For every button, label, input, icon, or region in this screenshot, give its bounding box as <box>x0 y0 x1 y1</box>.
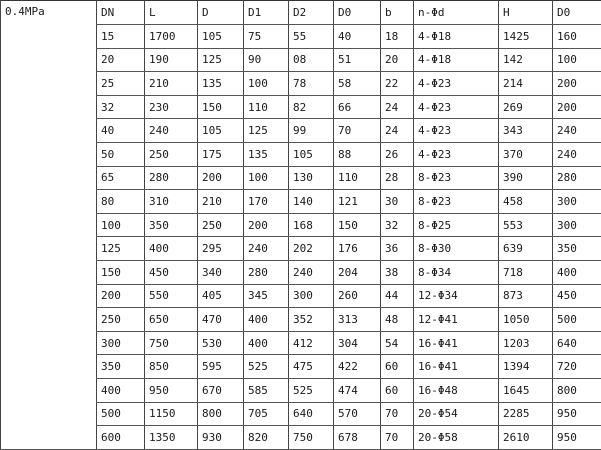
cell-b: 24 <box>381 95 414 119</box>
cell-d1: 110 <box>244 95 289 119</box>
cell-d: 105 <box>198 25 244 49</box>
cell-d2: 240 <box>289 260 334 284</box>
cell-dn: 50 <box>97 142 145 166</box>
header-dn: DN <box>97 1 145 25</box>
cell-d: 405 <box>198 284 244 308</box>
cell-bolt-holes: 8-Φ25 <box>414 213 499 237</box>
cell-d0: 88 <box>334 142 381 166</box>
cell-d2: 55 <box>289 25 334 49</box>
cell-l: 240 <box>145 119 198 143</box>
cell-d: 125 <box>198 48 244 72</box>
header-d: D <box>198 1 244 25</box>
cell-d2: 140 <box>289 190 334 214</box>
cell-d0: 51 <box>334 48 381 72</box>
cell-l: 280 <box>145 166 198 190</box>
cell-d: 200 <box>198 166 244 190</box>
cell-b: 60 <box>381 355 414 379</box>
cell-d2: 352 <box>289 308 334 332</box>
cell-d0-last: 950 <box>553 402 601 426</box>
cell-d1: 170 <box>244 190 289 214</box>
header-d0-last: D0 <box>553 1 601 25</box>
cell-d1: 705 <box>244 402 289 426</box>
cell-h: 370 <box>499 142 553 166</box>
header-l: L <box>145 1 198 25</box>
cell-d0-last: 950 <box>553 426 601 450</box>
header-d0: D0 <box>334 1 381 25</box>
cell-bolt-holes: 4-Φ23 <box>414 95 499 119</box>
cell-d: 150 <box>198 95 244 119</box>
cell-d1: 90 <box>244 48 289 72</box>
cell-d: 530 <box>198 331 244 355</box>
cell-d0: 121 <box>334 190 381 214</box>
cell-d: 340 <box>198 260 244 284</box>
cell-h: 1645 <box>499 378 553 402</box>
cell-d2: 78 <box>289 72 334 96</box>
cell-d0: 304 <box>334 331 381 355</box>
cell-h: 639 <box>499 237 553 261</box>
cell-l: 1150 <box>145 402 198 426</box>
cell-l: 400 <box>145 237 198 261</box>
cell-d: 135 <box>198 72 244 96</box>
cell-d1: 200 <box>244 213 289 237</box>
cell-dn: 15 <box>97 25 145 49</box>
cell-d2: 525 <box>289 378 334 402</box>
cell-b: 38 <box>381 260 414 284</box>
cell-bolt-holes: 16-Φ41 <box>414 331 499 355</box>
cell-d0-last: 300 <box>553 213 601 237</box>
cell-h: 553 <box>499 213 553 237</box>
cell-d2: 750 <box>289 426 334 450</box>
cell-d2: 168 <box>289 213 334 237</box>
cell-bolt-holes: 4-Φ23 <box>414 119 499 143</box>
cell-bolt-holes: 16-Φ41 <box>414 355 499 379</box>
cell-d: 670 <box>198 378 244 402</box>
cell-d1: 280 <box>244 260 289 284</box>
cell-bolt-holes: 4-Φ23 <box>414 142 499 166</box>
cell-l: 350 <box>145 213 198 237</box>
cell-dn: 400 <box>97 378 145 402</box>
cell-l: 950 <box>145 378 198 402</box>
cell-d0-last: 350 <box>553 237 601 261</box>
cell-d2: 412 <box>289 331 334 355</box>
cell-d2: 99 <box>289 119 334 143</box>
cell-d0: 66 <box>334 95 381 119</box>
cell-b: 48 <box>381 308 414 332</box>
cell-d1: 525 <box>244 355 289 379</box>
cell-b: 30 <box>381 190 414 214</box>
cell-d0: 260 <box>334 284 381 308</box>
cell-d2: 300 <box>289 284 334 308</box>
cell-b: 70 <box>381 426 414 450</box>
cell-b: 20 <box>381 48 414 72</box>
cell-bolt-holes: 4-Φ18 <box>414 48 499 72</box>
cell-b: 54 <box>381 331 414 355</box>
cell-b: 26 <box>381 142 414 166</box>
cell-d0-last: 160 <box>553 25 601 49</box>
cell-d0: 474 <box>334 378 381 402</box>
cell-dn: 100 <box>97 213 145 237</box>
cell-bolt-holes: 12-Φ41 <box>414 308 499 332</box>
cell-b: 70 <box>381 402 414 426</box>
cell-l: 250 <box>145 142 198 166</box>
cell-dn: 125 <box>97 237 145 261</box>
cell-d: 595 <box>198 355 244 379</box>
header-d2: D2 <box>289 1 334 25</box>
cell-dn: 350 <box>97 355 145 379</box>
cell-h: 718 <box>499 260 553 284</box>
cell-b: 44 <box>381 284 414 308</box>
cell-d: 295 <box>198 237 244 261</box>
cell-dn: 80 <box>97 190 145 214</box>
cell-d0-last: 400 <box>553 260 601 284</box>
cell-d0: 422 <box>334 355 381 379</box>
cell-d0: 58 <box>334 72 381 96</box>
cell-h: 1050 <box>499 308 553 332</box>
cell-bolt-holes: 8-Φ34 <box>414 260 499 284</box>
cell-d0: 313 <box>334 308 381 332</box>
cell-d1: 100 <box>244 166 289 190</box>
cell-d0: 204 <box>334 260 381 284</box>
cell-d0-last: 100 <box>553 48 601 72</box>
cell-h: 269 <box>499 95 553 119</box>
cell-d: 930 <box>198 426 244 450</box>
cell-l: 230 <box>145 95 198 119</box>
cell-bolt-holes: 4-Φ18 <box>414 25 499 49</box>
cell-bolt-holes: 8-Φ23 <box>414 190 499 214</box>
cell-d0-last: 450 <box>553 284 601 308</box>
cell-d0-last: 640 <box>553 331 601 355</box>
cell-d1: 75 <box>244 25 289 49</box>
cell-bolt-holes: 12-Φ34 <box>414 284 499 308</box>
cell-b: 24 <box>381 119 414 143</box>
cell-h: 873 <box>499 284 553 308</box>
cell-d1: 135 <box>244 142 289 166</box>
cell-bolt-holes: 20-Φ54 <box>414 402 499 426</box>
cell-d: 175 <box>198 142 244 166</box>
cell-bolt-holes: 4-Φ23 <box>414 72 499 96</box>
cell-d0-last: 500 <box>553 308 601 332</box>
cell-d2: 640 <box>289 402 334 426</box>
cell-d1: 125 <box>244 119 289 143</box>
cell-dn: 250 <box>97 308 145 332</box>
cell-dn: 32 <box>97 95 145 119</box>
cell-h: 2610 <box>499 426 553 450</box>
cell-h: 390 <box>499 166 553 190</box>
cell-l: 210 <box>145 72 198 96</box>
cell-l: 750 <box>145 331 198 355</box>
cell-h: 214 <box>499 72 553 96</box>
cell-d0: 150 <box>334 213 381 237</box>
cell-dn: 300 <box>97 331 145 355</box>
cell-h: 2285 <box>499 402 553 426</box>
cell-h: 1203 <box>499 331 553 355</box>
cell-dn: 150 <box>97 260 145 284</box>
cell-l: 1350 <box>145 426 198 450</box>
cell-h: 1425 <box>499 25 553 49</box>
cell-dn: 600 <box>97 426 145 450</box>
cell-d0-last: 240 <box>553 142 601 166</box>
cell-d2: 82 <box>289 95 334 119</box>
header-bolt-holes: n-Φd <box>414 1 499 25</box>
cell-d2: 202 <box>289 237 334 261</box>
cell-d0-last: 280 <box>553 166 601 190</box>
cell-dn: 65 <box>97 166 145 190</box>
cell-d1: 820 <box>244 426 289 450</box>
cell-l: 1700 <box>145 25 198 49</box>
cell-l: 310 <box>145 190 198 214</box>
cell-d0: 678 <box>334 426 381 450</box>
cell-l: 650 <box>145 308 198 332</box>
cell-bolt-holes: 8-Φ30 <box>414 237 499 261</box>
cell-d1: 345 <box>244 284 289 308</box>
cell-d0-last: 300 <box>553 190 601 214</box>
cell-dn: 500 <box>97 402 145 426</box>
cell-b: 28 <box>381 166 414 190</box>
cell-l: 850 <box>145 355 198 379</box>
cell-d1: 400 <box>244 331 289 355</box>
cell-h: 458 <box>499 190 553 214</box>
cell-d0: 110 <box>334 166 381 190</box>
cell-b: 60 <box>381 378 414 402</box>
cell-d1: 400 <box>244 308 289 332</box>
cell-d0-last: 720 <box>553 355 601 379</box>
cell-d1: 240 <box>244 237 289 261</box>
cell-d0: 70 <box>334 119 381 143</box>
cell-dn: 200 <box>97 284 145 308</box>
cell-d: 250 <box>198 213 244 237</box>
cell-b: 18 <box>381 25 414 49</box>
cell-d0-last: 240 <box>553 119 601 143</box>
cell-dn: 20 <box>97 48 145 72</box>
cell-h: 142 <box>499 48 553 72</box>
header-b: b <box>381 1 414 25</box>
cell-d1: 100 <box>244 72 289 96</box>
cell-bolt-holes: 8-Φ23 <box>414 166 499 190</box>
cell-h: 1394 <box>499 355 553 379</box>
header-h: H <box>499 1 553 25</box>
cell-d0-last: 800 <box>553 378 601 402</box>
cell-d2: 105 <box>289 142 334 166</box>
cell-d0: 40 <box>334 25 381 49</box>
cell-d0-last: 200 <box>553 72 601 96</box>
cell-bolt-holes: 20-Φ58 <box>414 426 499 450</box>
cell-l: 450 <box>145 260 198 284</box>
pressure-rating-cell: 0.4MPa <box>1 1 97 450</box>
cell-d2: 130 <box>289 166 334 190</box>
cell-b: 36 <box>381 237 414 261</box>
cell-d2: 475 <box>289 355 334 379</box>
cell-d0: 176 <box>334 237 381 261</box>
cell-d0-last: 200 <box>553 95 601 119</box>
cell-b: 22 <box>381 72 414 96</box>
cell-dn: 40 <box>97 119 145 143</box>
cell-d2: 08 <box>289 48 334 72</box>
cell-b: 32 <box>381 213 414 237</box>
header-d1: D1 <box>244 1 289 25</box>
cell-d: 210 <box>198 190 244 214</box>
cell-d: 470 <box>198 308 244 332</box>
cell-l: 550 <box>145 284 198 308</box>
cell-bolt-holes: 16-Φ48 <box>414 378 499 402</box>
cell-h: 343 <box>499 119 553 143</box>
cell-d: 105 <box>198 119 244 143</box>
cell-d1: 585 <box>244 378 289 402</box>
cell-d0: 570 <box>334 402 381 426</box>
cell-d: 800 <box>198 402 244 426</box>
cell-dn: 25 <box>97 72 145 96</box>
cell-l: 190 <box>145 48 198 72</box>
table-header-row <box>1 1 601 25</box>
